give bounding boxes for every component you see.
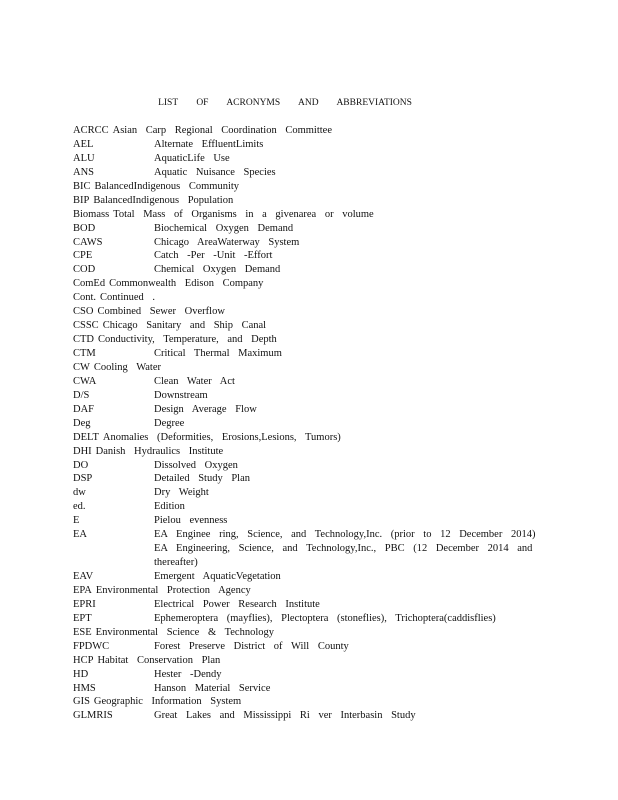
acronym-entry — [73, 612, 538, 626]
acronym-entry — [73, 640, 538, 654]
acronym-entry — [73, 570, 538, 584]
acronym-entry — [73, 138, 538, 152]
acronym-definition: Anomalies (Deformities, Erosions,Lesions, Tumors) — [102, 431, 341, 443]
acronym-definition: Edition — [154, 501, 185, 513]
acronym-term: CTM — [73, 348, 96, 359]
acronym-term: EAV — [73, 571, 94, 582]
acronym-definition: Alternate EffluentLimits — [154, 138, 264, 150]
acronym-definition: Downstream — [154, 389, 208, 401]
acronym-definition: Hanson Material Service — [154, 682, 271, 694]
acronym-term: ANS — [73, 166, 95, 178]
acronym-definition: Environmental Protection Agency — [95, 584, 251, 596]
acronym-entry — [73, 249, 538, 263]
acronym-term: HCP — [73, 654, 94, 666]
acronym-definition: Aquatic Nuisance Species — [154, 166, 276, 178]
acronym-definition: Detailed Study Plan — [154, 473, 250, 485]
acronym-term: GIS — [73, 696, 90, 708]
acronym-definition — [154, 528, 538, 570]
acronym-definition: Commonwealth Edison Company — [109, 278, 264, 290]
acronym-entry — [73, 166, 538, 180]
acronym-definition: Asian Carp Regional Coordination Committee — [112, 125, 332, 136]
acronym-entry — [73, 668, 538, 682]
acronym-definition: Habitat Conservation Plan — [97, 654, 221, 666]
acronym-entry — [73, 403, 538, 417]
acronym-definition: Pielou evenness — [154, 515, 228, 527]
acronym-term: EPT — [73, 612, 92, 624]
acronym-definition-line: EA Enginee ring, Science, and Technology,Inc. (prior to 12 December 2014) — [154, 529, 536, 541]
acronym-term: CTD — [73, 334, 94, 346]
acronym-definition: Catch -Per -Unit -Effort — [154, 250, 273, 262]
acronym-entry — [73, 472, 538, 486]
acronym-term: ACRCC — [73, 125, 109, 136]
acronym-term: EPRI — [73, 598, 96, 610]
acronym-definition: Geographic Information System — [93, 696, 242, 708]
acronym-entry — [73, 124, 538, 138]
acronym-term: BIP — [73, 194, 90, 206]
acronym-list — [73, 124, 538, 723]
acronym-definition: BalancedIndigenous Population — [93, 194, 234, 206]
acronym-term: HD — [73, 668, 89, 680]
acronym-entry — [73, 305, 538, 319]
acronym-entry — [73, 431, 538, 445]
acronym-definition: Forest Preserve District of Will County — [154, 640, 349, 652]
acronym-term: ed. — [73, 501, 86, 513]
acronym-entry — [73, 514, 538, 528]
acronym-term: dw — [73, 487, 86, 499]
acronym-entry — [73, 152, 538, 166]
acronym-entry — [73, 333, 538, 347]
acronym-term: DAF — [73, 403, 95, 415]
acronym-term: AEL — [73, 138, 94, 150]
acronym-term: EA — [73, 529, 87, 541]
acronym-entry — [73, 180, 538, 194]
acronym-definition: Design Average Flow — [154, 403, 257, 415]
acronym-definition: Environmental Science & Technology — [95, 626, 274, 638]
acronym-entry — [73, 347, 538, 361]
acronym-definition: Great Lakes and Mississippi Ri ver Interbasin Study — [154, 710, 416, 722]
acronym-term: CPE — [73, 250, 93, 262]
acronym-term: EPA — [73, 584, 92, 596]
acronym-entry — [73, 598, 538, 612]
acronym-term: Cont. — [73, 292, 97, 304]
acronym-entry — [73, 389, 538, 403]
acronym-definition: Degree — [154, 417, 185, 429]
acronym-entry — [73, 695, 538, 709]
acronym-entry — [73, 654, 538, 668]
acronym-term: DSP — [73, 473, 93, 485]
acronym-definition: Electrical Power Research Institute — [154, 598, 320, 610]
acronym-term: DHI — [73, 445, 92, 457]
acronym-entry — [73, 417, 538, 431]
acronym-definition: Hester -Dendy — [154, 668, 222, 680]
acronym-entry — [73, 222, 538, 236]
acronym-definition: Chemical Oxygen Demand — [154, 264, 281, 276]
acronym-entry — [73, 236, 538, 250]
acronym-definition: Continued . — [100, 292, 156, 304]
acronym-entry — [73, 682, 538, 696]
acronym-definition: AquaticLife Use — [154, 152, 230, 164]
acronym-definition-line: EA Engineering, Science, and Technology,Inc., PBC (12 December 2014 and — [154, 543, 533, 555]
acronym-term: ComEd — [73, 278, 106, 290]
acronym-definition: Chicago AreaWaterway System — [154, 236, 300, 248]
acronym-entry — [73, 626, 538, 640]
acronym-entry — [73, 459, 538, 473]
acronym-entry — [73, 208, 538, 222]
acronym-entry — [73, 263, 538, 277]
acronym-definition: Dry Weight — [154, 487, 209, 499]
acronym-entry — [73, 375, 538, 389]
acronym-term: HMS — [73, 682, 96, 694]
acronym-definition: Chicago Sanitary and Ship Canal — [102, 320, 267, 332]
acronym-term: ALU — [73, 152, 95, 164]
acronym-definition: Total Mass of Organisms in a givenarea or volume — [113, 208, 374, 220]
acronym-term: COD — [73, 264, 96, 276]
acronym-term: CAWS — [73, 236, 103, 248]
acronym-definition: Emergent AquaticVegetation — [154, 571, 281, 582]
acronym-entry — [73, 528, 538, 570]
acronym-entry — [73, 194, 538, 208]
acronym-definition: Combined Sewer Overflow — [97, 306, 225, 318]
acronym-term: CSO — [73, 306, 94, 318]
acronym-entry — [73, 361, 538, 375]
acronym-term: GLMRIS — [73, 710, 113, 722]
acronym-term: CW — [73, 361, 90, 373]
acronym-entry — [73, 277, 538, 291]
acronym-term: E — [73, 515, 80, 527]
acronym-entry — [73, 445, 538, 459]
acronym-term: D/S — [73, 389, 90, 401]
acronym-definition: Biochemical Oxygen Demand — [154, 222, 294, 234]
acronym-definition: Conductivity, Temperature, and Depth — [98, 334, 277, 346]
acronym-definition: Danish Hydraulics Institute — [95, 445, 224, 457]
acronym-definition: Clean Water Act — [154, 375, 235, 387]
page-title: LIST OF ACRONYMS AND ABBREVIATIONS — [158, 98, 412, 108]
acronym-term: BOD — [73, 222, 96, 234]
acronym-definition: Critical Thermal Maximum — [154, 348, 282, 359]
acronym-term: CSSC — [73, 320, 99, 332]
acronym-term: FPDWC — [73, 640, 110, 652]
acronym-definition: Ephemeroptera (mayflies), Plectoptera (stoneflies), Trichoptera(caddisflies) — [154, 612, 496, 624]
acronym-entry — [73, 500, 538, 514]
acronym-term: CWA — [73, 375, 97, 387]
acronym-term: BIC — [73, 180, 91, 192]
acronym-definition: Dissolved Oxygen — [154, 459, 238, 471]
acronym-term: DO — [73, 459, 89, 471]
acronym-entry — [73, 319, 538, 333]
acronym-entry — [73, 584, 538, 598]
acronym-definition: Cooling Water — [93, 361, 161, 373]
acronym-definition-line: thereafter) — [154, 557, 198, 569]
acronym-definition: BalancedIndigenous Community — [94, 180, 240, 192]
acronym-term: ESE — [73, 626, 92, 638]
acronym-term: Deg — [73, 417, 91, 429]
acronym-term: Biomass — [73, 208, 110, 220]
acronym-entry — [73, 291, 538, 305]
acronym-entry — [73, 486, 538, 500]
acronym-term: DELT — [73, 431, 99, 443]
acronym-entry — [73, 709, 538, 723]
